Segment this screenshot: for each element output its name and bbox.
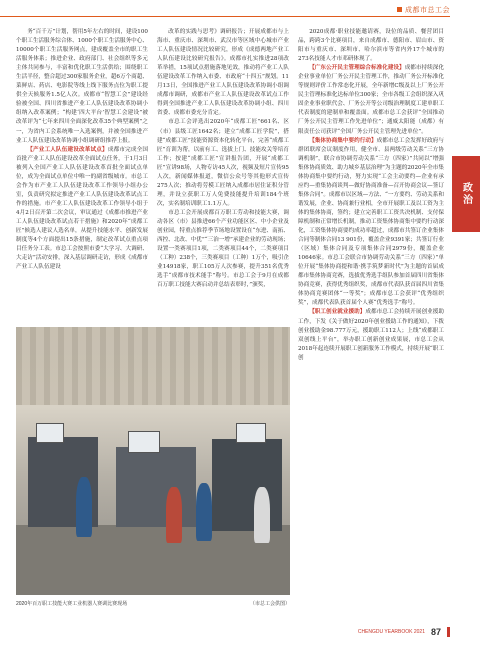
header-rule (0, 16, 450, 17)
page-footer (358, 627, 450, 637)
section-title: 【产业工人队伍建设改革试点】 (27, 146, 108, 153)
footer-bar (447, 627, 450, 637)
section-title: 【广东公开民主管理综合标准化建设】 (309, 65, 405, 72)
paragraph: 市总工会开展成都百万职工劳动和技能大赛，调动各区（市）县推进66个产业功能区区、中小企业及创业园，特重点推荐季节场地设置设在“东进、南拓、西控、北改、中优”“三治一增”承建企业的劳动现场；设置一类赛项目1项，二类赛项目44个，二类赛项目（工种）238个，三类赛项目（工种）1万个，吸引企业14918家，职工105万人次参赛，提升351名优秀选手“成都市技术能手”称号。市总工会于9月在成都百万职工技能大赛启动并总结表彰时，”颁奖， (157, 209, 289, 289)
paragraph-text: 成都市持续深化企业事业单位厂务公开民主管理工作，推动厂务公开标准化等规则评价工作常态化开展，全年新增C级及以上厂务公开民主管理标准化达标单位300家；全市各级工会组织深入巩固企业事业职代会、厂务公开等公司级治理制度工建单职工代表制度的建制单和覆盖面。成都市总工会获评“全国推动厂务公开民主管理工作先进单位”；通威太阳能（成都）有限责任公司获评“全国厂务公开民主管理先进单位”。 (298, 65, 444, 135)
photo-caption (16, 600, 290, 607)
column-2 (157, 28, 289, 322)
side-tab-label: 政治 (460, 182, 472, 206)
ceiling-lights (16, 327, 290, 405)
worker-figure (166, 487, 182, 543)
paragraph: 改革的实践与思考》调研报告；开展成都市与上海市、重庆市、深圳市、武汉市等区域中心城市产业工人队伍建设情况比较研究，形成《成德两地产业工人队伍建设比较研究报告》。成都市扎实推进28项改革举措，15项试点措施落地见效，推动将产业工人队伍建设改革工作纳入市委、市政府“十四五”规划。11月13日，全国推进产业工人队伍建设改革协调小组调成都市调研，成都市产业工人队伍建设改革试点工作得到全国推进产业工人队伍建设改革协调小组、四川省委、成都市委充分肯定。 (157, 29, 289, 117)
section-title: 【职工创业就业援助】 (309, 309, 366, 316)
worker-figure (76, 477, 92, 537)
header-section-label: 成都市总工会 (405, 7, 450, 14)
worker-figure (196, 483, 212, 541)
paragraph-text: 成都市总工会持续开展创业援助工作，下发《关于做好2020年创业援助工作的通知》，下拨创业援助金98.777万元，援助职工112人；上线“成都职工双创线上平台”，举办职工创新创业成果展，市总工会从2018年起连续开展职工创新服务工作模式，持续开展“职工创 (298, 309, 444, 361)
caption-credit: （市总工会供图） (249, 601, 290, 607)
worker-figure (254, 487, 270, 543)
paragraph (298, 64, 444, 136)
paragraph (298, 308, 444, 362)
page-number: 87 (430, 627, 441, 637)
factory-competition-photo (16, 327, 290, 595)
robot-station (116, 447, 196, 527)
square-bullet-icon (397, 7, 402, 12)
monitor (128, 431, 160, 453)
paragraph-text: 成都市完成全国首批产业工人队伍建设改革全面试点任务，于1月3日被列入全国产业工人队伍建设改革首批全面试点单位，成为全面试点单位中唯一的副省级城市。市总工会作为市产业工人队伍建设改革工作领导小组办公室，负责研究拟定推进产业工人队伍建设改革试点工作的措施。市产业工人队伍建设改革工作领导小组于4月2日召开第二次会议，审议通过《成都市推进产业工人队伍建设改革试点若干措施》和2020年“成都工匠”候选人建议人选名单，从提升技能水平、创新发展制度等4个方面提出15条措施，制定改革试点重点项目任务分工表。市总工会按照市委“大学习、大调研、大走访”活动安排，深入基层调研走访，形成《成都市产业工人队伍建设 (16, 146, 148, 271)
paragraph: 2020成都·职业技能邀请赛，设位的品质、餐营团目品，跨跨3个比赛项目，来自成都市、德阳市、眉山市、资阳市与重庆市、深圳市、哈尔滨市等省内外17个城市的273名技能人才市邓研体现了。 (298, 29, 444, 63)
paragraph: 市总工会评选出2020年“成都工匠”661名、区（市）县级工匠1642名；建立“成都工匠学院”，搭建“成都工匠”技能资源资本化转化平台，完善“成都工匠”育训为帮，以前有工、选拔上门、技能攻关等培育工作；按建“成都工匠”宣讲报告团，开展“成都工匠”宣讲98场，人物专访45人次，视频及短片宣传95人次，新闻媒体报道，微信公众号等其他形式宣传275人次；推动将劳模工匠纳入成都市居住证积分管理，并设立获职工万人免费技能提升培训184个班次，实名制培训职工1.1万人。 (157, 119, 289, 207)
column-3 (298, 28, 444, 588)
paragraph-text: 成都市总工会发挥好政府与群团联席会议制度作用，健全市、县两级劳动关系“三方协调机制”，联合市协调劳动关系“三方（四家）”共同以“增强集体协商质效、助力城乡基层治理”为主题的2020年全市集体协商集中要约行动，努力实现“工会主动要约—企业有承应约—重集协商谈判—做好协商准备—召开协商会议—签订集体合同”。成都市以区域—方法、“一方要约、劳动关系和谐发展，企业、协商兼行业相，全市开展职工及以工资为主体的集体协商，签约；建立完善职工工资共决机制、支付保障机制和正常增长机制，推动工资集体协商集中要约行动深化，工资集体协商要约成功率超过，成都市共签订企业集体合同等制体合同13 901份，覆盖企业9391家；共签订行业（区域）集体合同及专项集体合同2979份，覆盖企业10646家。市总工会联合市协调劳动关系“三方（四家）”单位开展“集体协商提和谐·携手筑梦新时代”为主题的首届成都市集体协商竞赛，选拔优秀选手组队参加首届四川省集体协商竞赛，获得优秀组织奖，成都市代表队获首届四川省集体协商竞赛团体“一等奖”；成都市总工会获评“优秀组织奖”，成都代表队获首届个人赛“优秀选手”称号。 (298, 137, 444, 307)
paragraph (16, 146, 148, 273)
caption-text: 2020年百万职工技能大赛工业机器人赛调比赛现场 (16, 601, 128, 607)
header-section-tag (397, 5, 450, 15)
paragraph: 务“百千万”计划，帮用5年左右的时间，建设100个职工生活服务综合体、1000个职工生活服务中心、10000个职工生活服务网点，建成覆盖全市的职工生活服务体系；推进企业、政府部门、社会组织等多元主体共同参与，丰富和优化职工生活供给；围绕职工生活半径，整合超过300家服务企业，超6万个商超、菜鲜店、药店、电影院等线上线下服务点位为职工提供全天候服务1.5亿人次。成都市“智慧工会”建设经验被全国、四川省推进产业工人队伍建设改革协调小组纳入改革案例；“构建‘四大平台’智慧工会建设”被改革评为“七年来四川全面深化改革35个典型案例”之一，为省内工会系统唯一入选案例，并被全国推进产业工人队伍建设改革协调小组调研组推荐上报。 (16, 29, 148, 144)
side-tab (452, 156, 480, 232)
section-title: 【集体协商集中要约行动】 (309, 137, 377, 144)
monitor (36, 423, 64, 443)
monitor (236, 423, 266, 443)
paragraph (298, 137, 444, 309)
journal-name: CHENGDU YEARBOOK 2021 (357, 629, 425, 635)
column-1 (16, 28, 148, 322)
floor (16, 525, 290, 595)
robot-station (212, 439, 282, 531)
